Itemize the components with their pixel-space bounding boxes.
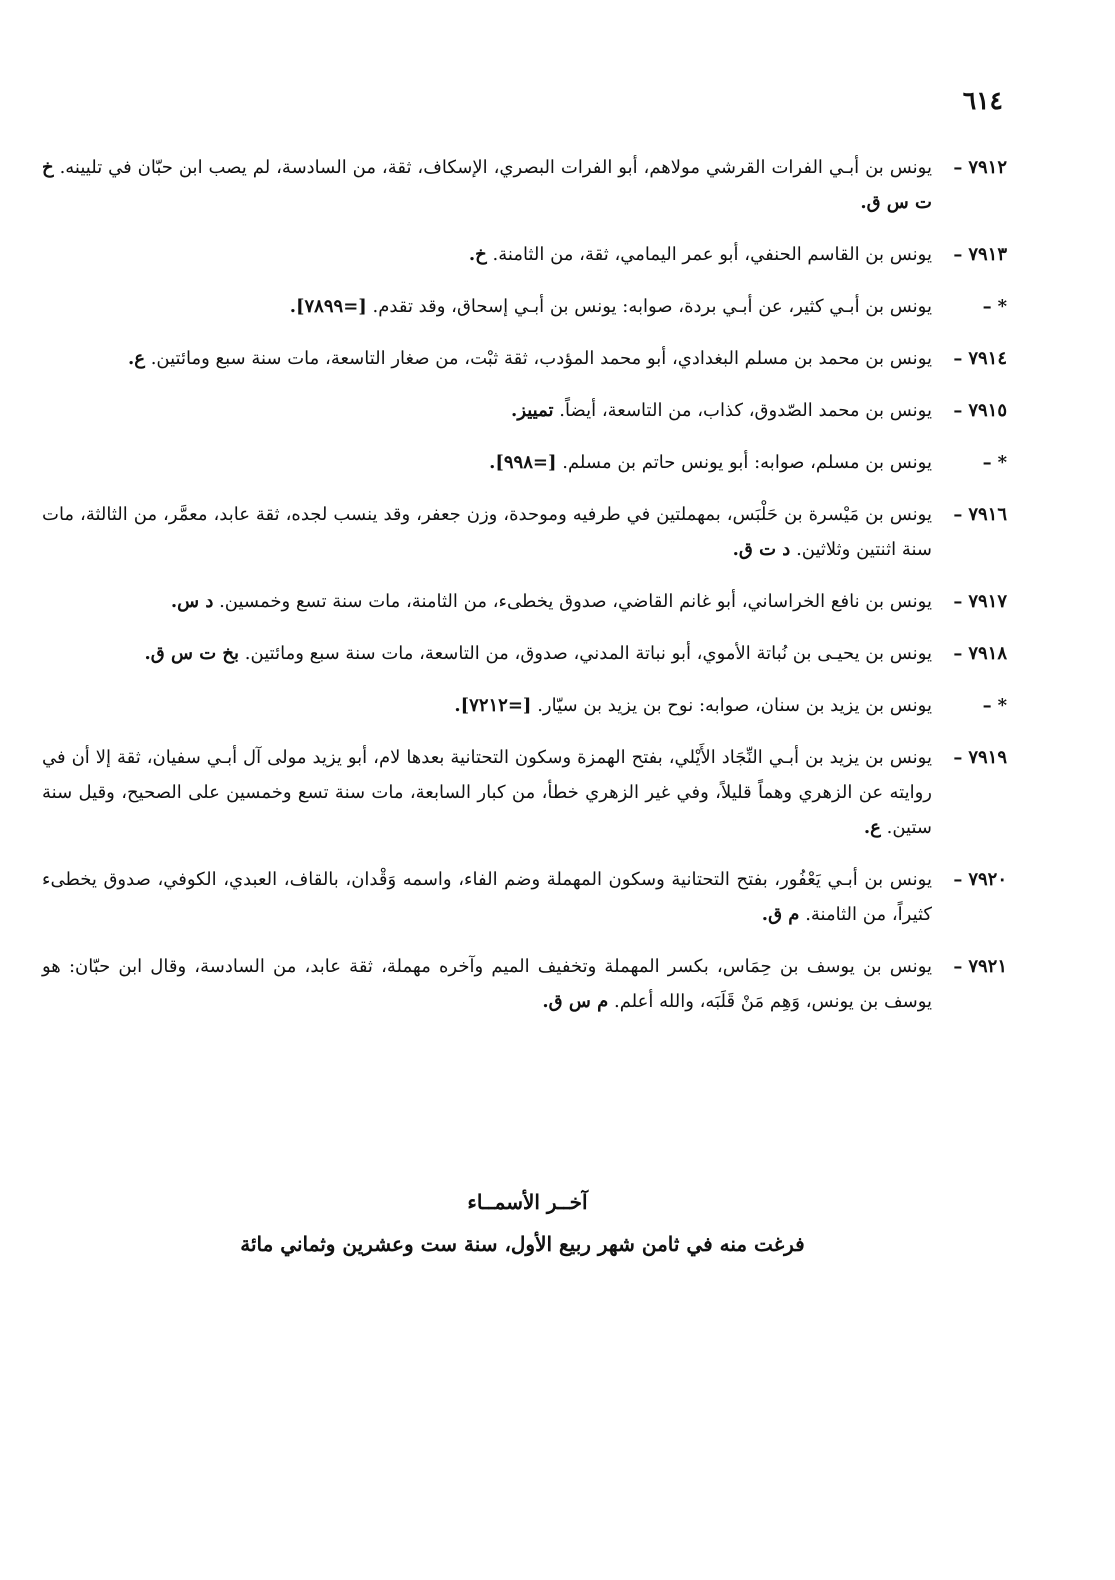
entry-marker <box>932 445 1007 480</box>
entry-marker <box>932 237 1007 272</box>
entry-number: ٧٩٢٠ <box>968 869 1007 890</box>
entry-marker <box>932 688 1007 723</box>
entry-text: يونس بن مسلم، صوابه: أبو يونس حاتم بن مسلم. <box>562 452 932 473</box>
entry-symbols: خ ت س ق. <box>42 157 932 213</box>
colophon-line: فرغت منه في ثامن شهر ربيع الأول، سنة ست وعشرين وثماني مائة <box>240 1232 805 1256</box>
entry-dash: – <box>953 591 963 612</box>
entry-text: يونس بن محمد الصّدوق، كذاب، من التاسعة، أيضاً. <box>559 400 932 421</box>
entry-number: ٧٩١٩ <box>968 747 1007 768</box>
entry-marker <box>932 740 1007 845</box>
entry-symbols: خ. <box>468 244 487 265</box>
entry-dash: – <box>953 956 963 977</box>
page-number: ٦١٤ <box>962 86 1003 115</box>
entry-text-block <box>42 497 932 567</box>
entry-text-block <box>42 740 932 845</box>
entry-text-block <box>42 949 932 1019</box>
entry-symbols: بخ ت س ق. <box>144 643 240 664</box>
entry-text: يونس بن يزيد بن سنان، صوابه: نوح بن يزيد بن سيّار. <box>537 695 932 716</box>
entry-text-block <box>42 636 932 671</box>
entry-symbols: م ق. <box>761 904 800 925</box>
entry-number: ٧٩١٦ <box>968 504 1007 525</box>
entry-number: ٧٩١٤ <box>968 348 1007 369</box>
entry-reference: [=٩٩٨]. <box>489 452 557 473</box>
entry-text-block <box>42 862 932 932</box>
entry-star: * <box>997 452 1007 473</box>
entry-star: * <box>997 296 1007 317</box>
entry-marker <box>932 862 1007 932</box>
entry-text: يونس بن أبـي يَعْفُور، بفتح التحتانية وسكون المهملة وضم الفاء، واسمه وَقْدان، بالقاف، العبدي، الكوفي، صدوق يخطىء كثيراً، من الثامنة. <box>42 869 932 925</box>
entry-7918 <box>42 636 1007 671</box>
entry-symbols: تمييز. <box>511 400 554 421</box>
entry-text: يونس بن أبـي الفرات القرشي مولاهم، أبو الفرات البصري، الإسكاف، ثقة، من السادسة، لم يصب ابن حبّان في تليينه. <box>59 157 932 178</box>
entry-marker <box>932 393 1007 428</box>
entry-text: يونس بن مَيْسرة بن حَلْبَس، بمهملتين في طرفيه وموحدة، وزن جعفر، وقد ينسب لجده، ثقة عابد، معمَّر، من الثالثة، مات سنة اثنتين وثلاثين. <box>42 504 932 560</box>
entry-text: يونس بن أبـي كثير، عن أبـي بردة، صوابه: يونس بن أبـي إسحاق، وقد تقدم. <box>372 296 932 317</box>
note-entry <box>42 445 1007 480</box>
entry-dash: – <box>982 452 992 473</box>
entry-symbols: د ت ق. <box>732 539 791 560</box>
entry-dash: – <box>982 695 992 716</box>
entry-dash: – <box>953 747 963 768</box>
entry-dash: – <box>953 157 963 178</box>
entry-number: ٧٩١٥ <box>968 400 1007 421</box>
entry-number: ٧٩٢١ <box>968 956 1007 977</box>
entry-text: يونس بن القاسم الحنفي، أبو عمر اليمامي، ثقة، من الثامنة. <box>492 244 932 265</box>
entry-marker <box>932 584 1007 619</box>
entry-star: * <box>997 695 1007 716</box>
entry-symbols: ع. <box>127 348 145 369</box>
entry-text: يونس بن محمد بن مسلم البغدادي، أبو محمد المؤدب، ثقة ثبْت، من صغار التاسعة، مات سنة سبع ومائتين. <box>150 348 932 369</box>
entry-marker <box>932 636 1007 671</box>
entry-text-block <box>42 584 932 619</box>
entry-symbols: ع. <box>863 817 881 838</box>
entry-reference: [=٧٨٩٩]. <box>289 296 367 317</box>
entry-7917 <box>42 584 1007 619</box>
closing-section <box>0 1190 1115 1256</box>
entry-dash: – <box>953 869 963 890</box>
entry-text: يونس بن نافع الخراساني، أبو غانم القاضي، صدوق يخطىء، من الثامنة، مات سنة تسع وخمسين. <box>219 591 932 612</box>
entry-dash: – <box>953 504 963 525</box>
entry-text-block <box>42 237 932 272</box>
entry-7915 <box>42 393 1007 428</box>
entry-text-block <box>42 150 932 220</box>
entry-7914 <box>42 341 1007 376</box>
entry-text-block <box>42 393 932 428</box>
closing-title: آخــر الأسمــاء <box>467 1190 588 1214</box>
entry-text-block <box>42 341 932 376</box>
entry-marker <box>932 289 1007 324</box>
entry-marker <box>932 150 1007 220</box>
entry-text: يونس بن يحيـى بن نُباتة الأموي، أبو نباتة المدني، صدوق، من التاسعة، مات سنة سبع ومائتين. <box>244 643 932 664</box>
entries-list <box>42 150 1007 1036</box>
note-entry <box>42 289 1007 324</box>
entry-number: ٧٩١٢ <box>968 157 1007 178</box>
entry-number: ٧٩١٨ <box>968 643 1007 664</box>
entry-symbols: د س. <box>170 591 214 612</box>
entry-dash: – <box>953 643 963 664</box>
entry-7916 <box>42 497 1007 567</box>
entry-dash: – <box>953 400 963 421</box>
entry-reference: [=٧٢١٢]. <box>454 695 532 716</box>
entry-text-block <box>42 289 932 324</box>
entry-number: ٧٩١٧ <box>968 591 1007 612</box>
entry-text: يونس بن يزيد بن أبـي النِّجَاد الأَيْلي، بفتح الهمزة وسكون التحتانية بعدها لام، أبو يزيد مولى آل أبـي سفيان، ثقة إلا أن في روايته عن الزهري وهماً قليلاً، وفي غير الزهري خطأ، من كبار السابعة، مات سنة تسع وخمسين على الصحيح، وقيل سنة ستين. <box>42 747 932 838</box>
entry-dash: – <box>953 348 963 369</box>
entry-7920 <box>42 862 1007 932</box>
entry-7919 <box>42 740 1007 845</box>
entry-marker <box>932 341 1007 376</box>
entry-number: ٧٩١٣ <box>968 244 1007 265</box>
entry-7912 <box>42 150 1007 220</box>
entry-text-block <box>42 445 932 480</box>
entry-dash: – <box>982 296 992 317</box>
entry-text: يونس بن يوسف بن حِمَاس، بكسر المهملة وتخفيف الميم وآخره مهملة، ثقة عابد، من السادسة، وقال ابن حبّان: هو يوسف بن يونس، وَهِم مَنْ قَلَبَه، والله أعلم. <box>42 956 932 1012</box>
entry-symbols: م س ق. <box>542 991 609 1012</box>
entry-text-block <box>42 688 932 723</box>
note-entry <box>42 688 1007 723</box>
entry-marker <box>932 497 1007 567</box>
entry-dash: – <box>953 244 963 265</box>
entry-7921 <box>42 949 1007 1019</box>
entry-marker <box>932 949 1007 1019</box>
entry-7913 <box>42 237 1007 272</box>
